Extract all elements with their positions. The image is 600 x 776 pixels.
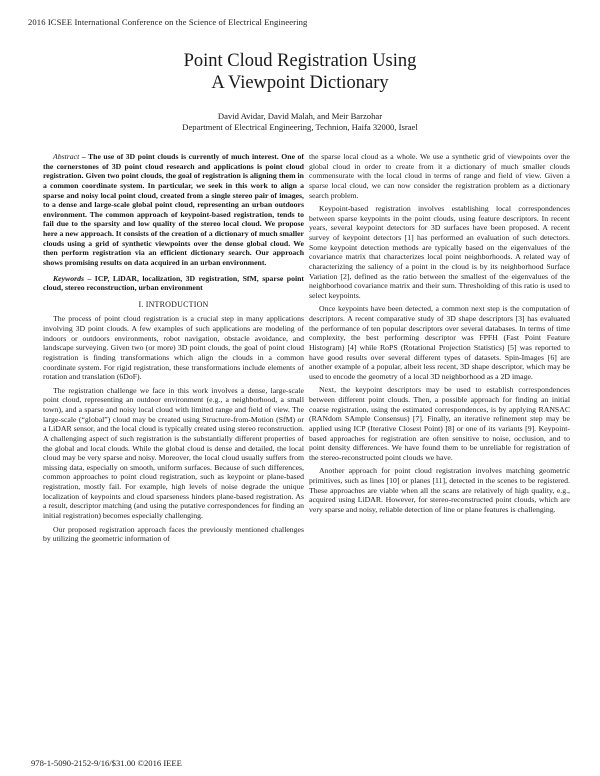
intro-paragraph-7: Another approach for point cloud registration involves matching geometric primitives, such as lines [10] or planes [11], detected in the scenes to be registered. These approaches are viable when all the scans are relatively of high quality, e.g., acquired using LiDAR. However, for stereo-reconstructed point clouds, which are very sparse and noisy, reliable detection of line or plane features is challenging. <box>309 466 570 514</box>
keywords-label: Keywords <box>53 273 84 283</box>
keywords-text: – ICP, LiDAR, localization, 3D registration, SfM, sparse point cloud, stereo reconstruction, urban environment <box>43 273 304 293</box>
authors: David Avidar, David Malah, and Meir Barzohar <box>217 111 383 121</box>
abstract-label: Abstract <box>53 152 80 161</box>
intro-paragraph-3-cont: the sparse local cloud as a whole. We use a synthetic grid of viewpoints over the global cloud in order to create from it a dictionary of much smaller clouds commensurate with the local cloud in terms of range and field of view. Given a sparse local cloud, we can now consider the registration problem as a dictionary search problem. <box>309 152 570 200</box>
author-block <box>0 111 600 133</box>
intro-paragraph-5: Once keypoints have been detected, a common next step is the computation of descriptors. A recent comparative study of 3D shape descriptors [3] has evaluated the performance of ten popular descriptors over several databases. In terms of time complexity, the best performing descriptor was FPFH (Fast Point Feature Histogram) [4] while RoPS (Rotational Projection Statistics) [5] was reported to have good results over several different types of datasets. Spin-Images [6] are another example of a popular, albeit less recent, 3D shape descriptor, which may be used to encode the geometry of a local 3D neighborhood as a 2D image. <box>309 304 570 381</box>
intro-paragraph-2: The registration challenge we face in this work involves a dense, large-scale point cloud, representing an outdoor environment (e.g., a neighborhood, a small town), and a sparse and noisy local cloud with limited range and field of view. The large-scale (“global”) cloud may be created using Structure-from-Motion (SfM) or a LiDAR sensor, and the local cloud is typically created using stereo reconstruction. A challenging aspect of such registration is the substantially different properties of the global and local clouds. While the global cloud is dense and detailed, the local cloud may be very sparse and noisy. Moreover, the local cloud usually suffers from missing data, especially on smooth, uniform surfaces. Because of such differences, common approaches to point cloud registration, such as keypoint or plane-based registration, mostly fail. For example, high levels of noise degrade the unique localization of keypoints and cloud sparseness hinders plane-based registration. As a result, descriptor matching (and using the putative correspondences for finding an initial registration) becomes especially challenging. <box>43 385 304 520</box>
abstract-text: – The use of 3D point clouds is currently of much interest. One of the cornerstones of 3D point cloud research and applications is point cloud registration. Given two point clouds, the goal of registration is aligning them in a common coordinate system. In particular, we seek in this work to align a sparse and noisy local point cloud, created from a single stereo pair of images, to a dense and large-scale global point cloud, representing an urban outdoors environment. The common approach of keypoint-based registration, tends to fail due to the sparsity and low quality of the stereo local cloud. We propose here a new approach. It consists of the creation of a dictionary of much smaller clouds using a grid of synthetic viewpoints over the dense global cloud. We then perform registration via an efficient dictionary search. Our approach shows promising results on data acquired in an urban environment. <box>43 152 304 267</box>
intro-paragraph-1: The process of point cloud registration is a crucial step in many applications involving 3D point clouds. A few examples of such applications are modeling of indoors or outdoors environments, robot navigation, obstacle avoidance, and landscape surveying. Given two (or more) 3D point clouds, the goal of point cloud registration is finding transformations which align the clouds in a common coordinate system. For rigid registration, these transformations include elements of rotation and translation (6DoF). <box>43 314 304 382</box>
conference-header: 2016 ICSEE International Conference on the Science of Electrical Engineering <box>28 17 308 27</box>
abstract <box>43 152 304 268</box>
title-line-1: Point Cloud Registration Using <box>183 51 417 71</box>
intro-paragraph-6: Next, the keypoint descriptors may be used to establish correspondences between different point clouds. Then, a possible approach for finding an initial coarse registration, using the estimated correspondences, is by applying RANSAC (RANdom SAmple Consensus) [7]. Finally, an iterative refinement step may be applied using ICP (Iterative Closest Point) [8] or one of its variants [9]. Keypoint-based approaches for registration are often sensitive to noise, occlusion, and to point density differences. We have found them to be unreliable for registration of the stereo-reconstructed point clouds we have. <box>309 385 570 462</box>
left-column <box>43 152 304 544</box>
affiliation: Department of Electrical Engineering, Technion, Haifa 32000, Israel <box>182 122 418 132</box>
keywords <box>43 274 304 293</box>
intro-paragraph-3: Our proposed registration approach faces the previously mentioned challenges by utilizing the geometric information of <box>43 524 304 544</box>
section-heading-introduction: I. INTRODUCTION <box>138 299 209 309</box>
right-column <box>309 152 570 515</box>
copyright-footer: 978-1-5090-2152-9/16/$31.00 ©2016 IEEE <box>31 758 182 768</box>
title-line-2: A Viewpoint Dictionary <box>211 73 389 93</box>
paper-title <box>0 50 600 94</box>
intro-paragraph-4: Keypoint-based registration involves establishing local correspondences between sparse keypoints in the point clouds, using feature descriptors. In recent years, several keypoint detectors for 3D surfaces have been proposed. A recent survey of keypoint detectors [1] has performed an evaluation of such detectors. Some keypoint detection methods are typically based on the eigenvalues of the covariance matrix that characterizes local point neighborhoods. A related way of characterizing the saliency of a point in the cloud is by its neighborhood Surface Variation [2], defined as the ratio between the smallest of the eigenvalues of the neighborhood covariance matrix and their sum. Thresholding of this ratio is used to select keypoints. <box>309 204 570 300</box>
